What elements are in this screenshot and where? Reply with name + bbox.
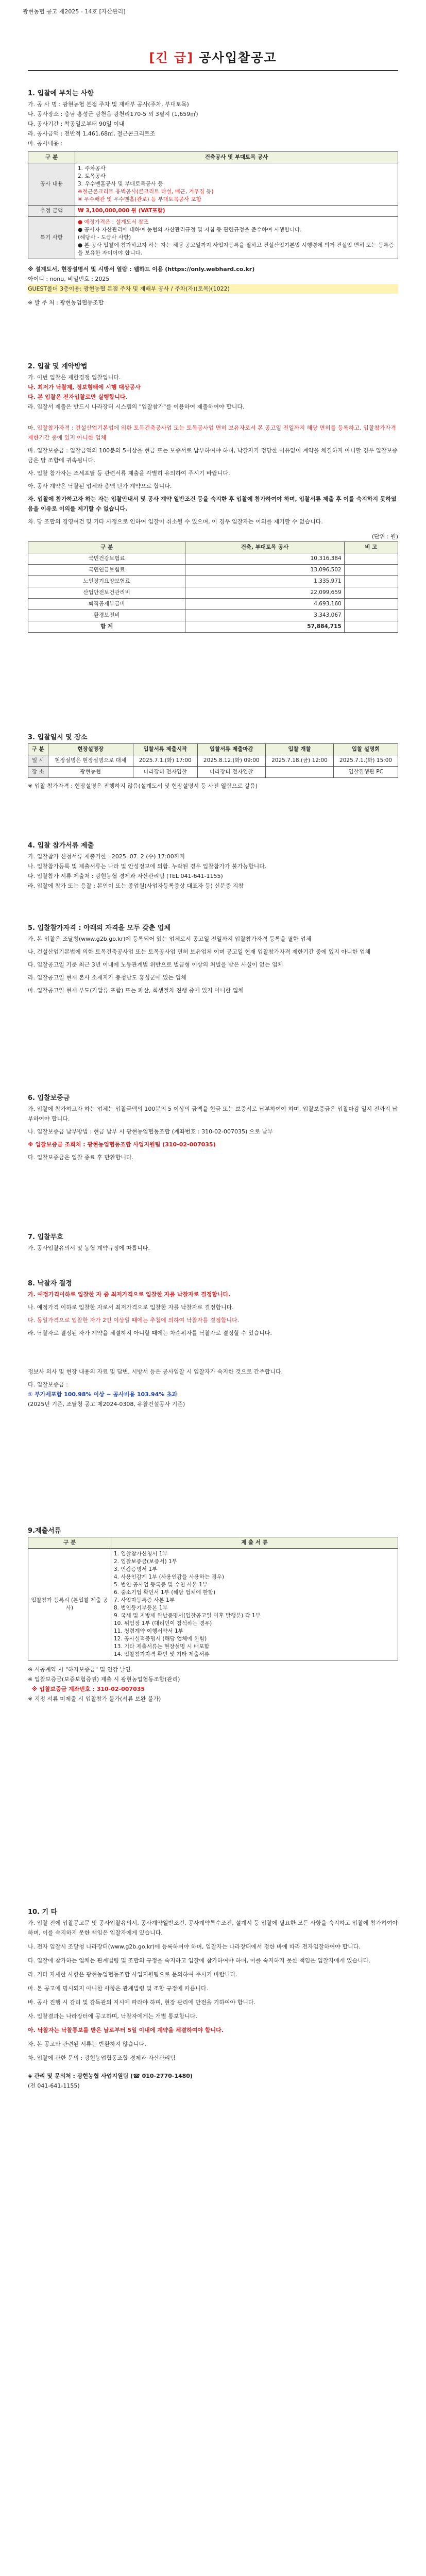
content-item: ● 공사자 자산관리에 대하여 농협의 자산관리규정 및 지침 등 관련규정을 준수하여 시행합니다. bbox=[78, 227, 302, 233]
table-row bbox=[28, 576, 398, 587]
s6-line: 나. 입찰보증금 납부방법 : 현금 납부 시 광현농업협동조합 (계좌번호 : 310-02-007035) 으로 납부 bbox=[28, 1128, 273, 1135]
table-row bbox=[28, 755, 398, 767]
table-cell: 환경보전비 bbox=[28, 610, 185, 621]
table-cell: 3,343,067 bbox=[185, 610, 345, 621]
content-item: ※철근콘크리트 옹벽공사(콘크리트 타설, 배근, 거푸집 등) bbox=[78, 189, 214, 195]
s2-paragraph: 마. 입찰참가자격 : 건설산업기본법에 의한 토목건축공사업 또는 토목공사업 면허 보유자로서 본 공고일 전일까지 해당 면허를 등록하고, 입찰참가자격 제한기간 중에 있지 아니한 업체 bbox=[28, 425, 398, 441]
title-block bbox=[0, 47, 426, 65]
table-cell bbox=[344, 576, 398, 587]
s2-paragraph: 자. 입찰에 참가하고자 하는 자는 입찰안내서 및 공사 계약 일반조건 등을 숙지한 후 입찰에 참가하여야 하며, 입찰서류 제출 후 이를 숙지하지 못하였음을 이유로 이의를 제기할 수 없습니다. bbox=[28, 496, 397, 512]
s9-note: ※ 시공계약 시 "하자보증금" 및 인감 날인. bbox=[28, 1666, 133, 1673]
content-item: 3. 우수맨홀공사 및 부대토목공사 등 bbox=[78, 181, 163, 187]
table-cell: 2025.7.1.(화) 17:00 bbox=[133, 755, 197, 767]
document-item: 4. 사용인감계 1부 (사용인감을 사용하는 경우) bbox=[114, 1574, 225, 1580]
document-item: 5. 법인 공사업 등록증 및 수첩 사본 1부 bbox=[114, 1582, 208, 1588]
table-cell bbox=[344, 565, 398, 576]
table-cell: 현장설명은 현장설명으로 대체 bbox=[48, 755, 133, 767]
table-header: 구 분 bbox=[28, 152, 75, 163]
s9-note: ※ 입찰보증금(보증보험증권) 제출 시 광현농업협동조합(관리) bbox=[28, 1676, 180, 1683]
table-header: 건축공사 및 부대토목 공사 bbox=[75, 152, 398, 163]
row-content bbox=[75, 217, 398, 259]
s1-notice: 아이디 : nonu, 비밀번호 : 2025 bbox=[28, 276, 110, 282]
table-header: 건축, 부대토목 공사 bbox=[185, 542, 345, 553]
section-4-heading: 4. 입찰 참가서류 제출 bbox=[28, 842, 94, 850]
document-item: 14. 입찰참가자격 확인 및 기타 제출서류 bbox=[114, 1651, 210, 1657]
section-8-heading: 8. 낙찰자 결정 bbox=[28, 1280, 72, 1287]
table-header: 입찰 설명회 bbox=[334, 744, 398, 755]
table-row bbox=[28, 565, 398, 576]
table-cell bbox=[344, 621, 398, 633]
s1-notice: GUEST폴더 3층이용: 광현농협 본점 주차 및 재배부 공사 / 주차(자)(토목)(1022) bbox=[28, 284, 398, 294]
section-5-heading: 5. 입찰참가자격 : 아래의 자격을 모두 갖춘 업체 bbox=[28, 924, 171, 932]
s1-notice: ※ 발 주 처 : 광현농업협동조합 bbox=[28, 299, 104, 306]
s10-line: 바. 공사 진행 시 감리 및 감독관의 지시에 따라야 하며, 현장 관리에 만전을 기하여야 합니다. bbox=[28, 1999, 255, 2006]
table-header: 입찰서류 제출마감 bbox=[197, 744, 265, 755]
table-cell: 2025.7.1.(화) 15:00 bbox=[334, 755, 398, 767]
table-header: 구 분 bbox=[28, 542, 185, 553]
table-cell: 광현농협 bbox=[48, 767, 133, 778]
s5-line: 나. 건설산업기본법에 의한 토목건축공사업 또는 토목공사업 면허 보유업체 이며 공고일 현재 입찰참가자격 제한기간 중에 있지 아니한 업체 bbox=[28, 948, 371, 955]
s1-line: 마. 공사내용 : bbox=[28, 140, 63, 147]
documents-label: 입찰참가 등록시 (본입찰 제출 공사) bbox=[28, 1549, 111, 1660]
table-cell: 퇴직공제부금비 bbox=[28, 599, 185, 610]
document-item: 2. 입찰보증금(보증서) 1부 bbox=[114, 1558, 177, 1565]
documents-list bbox=[111, 1549, 398, 1660]
section-3-heading: 3. 입찰일시 및 장소 bbox=[28, 734, 88, 741]
document-item: 6. 중소기업 확인서 1부 (해당 업체에 한함) bbox=[114, 1589, 216, 1596]
s8-paragraph: 정보사 의사 및 현장 내용의 자료 및 답변, 시방서 등은 공사입찰 시 입찰자가 숙지한 것으로 간주합니다. bbox=[28, 1368, 283, 1375]
table-row bbox=[28, 767, 398, 778]
table-cell: 노인장기요양보험료 bbox=[28, 576, 185, 587]
document-item: 13. 기타 제출서류는 현장설명 시 배포함 bbox=[114, 1643, 210, 1650]
s5-line: 가. 본 입찰은 조달청(www.g2b.go.kr)에 등록되어 있는 업체로서 공고일 전일까지 입찰참가자격 등록을 필한 업체 bbox=[28, 936, 312, 942]
table-header: 입찰 개찰 bbox=[265, 744, 333, 755]
table-cell: 국민건강보험료 bbox=[28, 553, 185, 565]
s2-line: 나. 최저가 낙찰제, 정보형태에 시행 대상공사 bbox=[28, 384, 141, 391]
section-5 bbox=[28, 922, 398, 995]
content-item: ● 본 공사 입찰에 참가하고자 하는 자는 해당 공고일까지 사업자등록을 필하고 건설산업기본법 시행령에 의거 건설업 면허 또는 등록증을 보유한 자이어야 합니다. bbox=[78, 242, 394, 256]
s1-line: 가. 공 사 명 : 광현농협 본점 주차 및 재배부 공사(주차, 부대토목) bbox=[28, 101, 189, 108]
document-item: 7. 사업자등록증 사본 1부 bbox=[114, 1597, 175, 1603]
content-item: ● 예정가격은 : 설계도서 참조 bbox=[78, 219, 149, 225]
s1-line: 나. 공사장소 : 충남 홍성군 광천읍 광천리170-5 외 3필지 (1,659㎡) bbox=[28, 111, 198, 117]
s8-sub-line: (2025년 기준, 조달청 공고 제2024-0308, 유찰건설공사 기준) bbox=[28, 1401, 185, 1408]
s10-line: 나. 전자 입찰시 조달청 나라장터(www.g2b.go.kr)에 등록하여야 하며, 입찰자는 나라장터에서 정한 바에 따라 전자입찰하여야 합니다. bbox=[28, 1943, 361, 1950]
table-cell: 일 시 bbox=[28, 755, 48, 767]
urgent-tag: [긴 급] bbox=[149, 50, 194, 65]
s10-line: 아. 낙찰자는 낙찰통보를 받은 날로부터 5일 이내에 계약을 체결하여야 합니다. bbox=[28, 2027, 224, 2033]
s1-line: 라. 공사금액 : 전반적 1,461.68㎡, 철근콘크리트조 bbox=[28, 130, 156, 137]
work-content-table bbox=[28, 151, 398, 259]
row-label: 특기 사항 bbox=[28, 217, 75, 259]
s2-line: 라. 입찰서 제출은 반드시 나라장터 시스템의 "입찰참가"를 이용하여 제출하여야 합니다. bbox=[28, 403, 245, 410]
table-cell: 13,096,502 bbox=[185, 565, 345, 576]
table-cell: 국민연금보험료 bbox=[28, 565, 185, 576]
s2-paragraph: 아. 공사 계약은 낙찰된 업체와 총액 단가 계약으로 합니다. bbox=[28, 483, 172, 489]
s5-line: 다. 입찰공고일 기준 최근 3년 이내에 노동관계법 위반으로 벌금형 이상의 처벌을 받은 사실이 없는 업체 bbox=[28, 961, 283, 968]
s8-sub-line: ① 부가세포함 100.98% 이상 ~ 공사비용 103.94% 초과 bbox=[28, 1391, 178, 1398]
section-1-heading: 1. 입찰에 부치는 사항 bbox=[28, 90, 94, 97]
s8-sub-line: 다. 입찰보증금 : bbox=[28, 1381, 68, 1388]
table-cell: 장 소 bbox=[28, 767, 48, 778]
s4-line: 라. 입찰에 참가 또는 응찰 : 본인이 또는 종업원(사업자등록증상 대표자 등) 신분증 지참 bbox=[28, 883, 244, 889]
document-item: 9. 국세 및 지방세 완납증명서(입찰공고일 이후 발행분) 각 1부 bbox=[114, 1613, 261, 1619]
s10-line: 가. 입찰 전에 입찰공고문 및 공사입찰유의서, 공사계약일반조건, 공사계약특수조건, 설계서 등 입찰에 필요한 모든 사항을 숙지하고 입찰에 참가하여야 하며, 이를 숙지하지 못한 책임은 입찰자에게 있습니다. bbox=[28, 1920, 400, 1936]
document-item: 8. 법인등기부등본 1부 bbox=[114, 1605, 168, 1611]
table-cell bbox=[344, 610, 398, 621]
s5-line: 라. 입찰공고일 현재 본사 소재지가 충청남도 홍성군에 있는 업체 bbox=[28, 974, 186, 981]
s1-line: 다. 공사기간 : 착공일로부터 90일 이내 bbox=[28, 121, 125, 127]
section-2 bbox=[28, 361, 398, 633]
budget-table bbox=[28, 541, 398, 633]
s9-note: ※ 지정 서류 미제출 시 입찰참가 불가(서류 보완 불가) bbox=[28, 1696, 161, 1702]
section-4 bbox=[28, 840, 398, 891]
section-9 bbox=[28, 1525, 398, 1704]
table-cell: 22,099,659 bbox=[185, 587, 345, 599]
document-item: 10. 위임장 1부 (대리인이 참석하는 경우) bbox=[114, 1620, 212, 1626]
table-row bbox=[28, 621, 398, 633]
section-10 bbox=[28, 1906, 398, 2091]
s5-line: 마. 입찰공고일 현재 부도(가압류 포함) 또는 파산, 회생절차 진행 중에 있지 아니한 업체 bbox=[28, 987, 244, 994]
s8-line: 가. 예정가격이하로 입찰한 자 중 최저가격으로 입찰한 자를 낙찰자로 결정합니다. bbox=[28, 1291, 231, 1298]
table-header: 구 분 bbox=[28, 744, 48, 755]
section-6 bbox=[28, 1092, 398, 1162]
notice-reference: 광현농협 공고 제2025 - 14호 [자산관리] bbox=[23, 8, 126, 15]
table-cell bbox=[265, 767, 333, 778]
table-cell: 나라장터 전자입찰 bbox=[133, 767, 197, 778]
section-8 bbox=[28, 1278, 398, 1409]
s8-line: 다. 동일가격으로 입찰한 자가 2인 이상일 때에는 추첨에 의하여 낙찰자를 결정합니다. bbox=[28, 1317, 240, 1324]
document-item: 3. 인감증명서 1부 bbox=[114, 1566, 158, 1572]
section-1 bbox=[28, 88, 398, 308]
table-row bbox=[28, 610, 398, 621]
s10-line: 라. 기타 자세한 사항은 광현농업협동조합 사업지원팀으로 문의하여 주시기 바랍니다. bbox=[28, 1971, 237, 1978]
table-cell bbox=[344, 587, 398, 599]
row-label: 추정 금액 bbox=[28, 206, 75, 217]
s10-line: 사. 입찰결과는 나라장터에 공고하며, 낙찰자에게는 개별 통보합니다. bbox=[28, 2013, 197, 2020]
table-cell bbox=[344, 553, 398, 565]
page-title bbox=[149, 47, 277, 65]
s9-note: ※ 입찰보증금 계좌번호 : 310-02-007035 bbox=[28, 1686, 145, 1692]
s2-line: 다. 본 입찰은 전자입찰로만 실행합니다. bbox=[28, 394, 128, 400]
contact-info: ◈ 관리 및 문의처 : 광현농협 사업지원팀 (☎ 010-2770-1480) bbox=[28, 2073, 193, 2079]
table-cell: 합 계 bbox=[28, 621, 185, 633]
table-cell: 1,335,971 bbox=[185, 576, 345, 587]
s4-line: 가. 입찰참가 신청서류 제출기한 : 2025. 07. 2.(수) 17:00까지 bbox=[28, 853, 185, 860]
s8-line: 나. 예정가격 이하로 입찰한 자로서 최저가격으로 입찰한 자를 낙찰자로 결정합니다. bbox=[28, 1304, 234, 1311]
estimated-amount: ₩ 3,100,000,000 원 (VAT포함) bbox=[75, 206, 398, 217]
table-header: 현장설명장 bbox=[48, 744, 133, 755]
s6-line: 가. 입찰에 참가하고자 하는 업체는 입찰금액의 100분의 5 이상의 금액을 현금 또는 보증서로 납부하여야 하며, 입찰보증금은 입찰마감 일시 전까지 납부하여야 합니다. bbox=[28, 1106, 398, 1122]
s2-paragraph: 바. 입찰보증금 : 입찰금액의 100분의 5이상을 현금 또는 보증서로 납부하여야 하며, 낙찰자가 정당한 이유없이 계약을 체결하지 아니할 경우 입찰보증금은 당 조합에 귀속됩니다. bbox=[28, 447, 398, 464]
table-header: 입찰서류 제출시작 bbox=[133, 744, 197, 755]
budget-unit: (단위 : 원) bbox=[371, 533, 398, 540]
s2-paragraph: 사. 입찰 참가자는 조세포탈 등 관련서류 제출을 각별히 유의하여 주시기 바랍니다. bbox=[28, 470, 230, 477]
table-cell: 산업안전보건관리비 bbox=[28, 587, 185, 599]
title-divider bbox=[28, 70, 398, 71]
table-cell: 4,693,160 bbox=[185, 599, 345, 610]
s4-line: 다. 입찰참가 서류 제출처 : 광현농협 경제과 자산관리팀 (TEL 041-641-1155) bbox=[28, 873, 223, 879]
s6-line: ※ 입찰보증금 조회처 : 광현농업협동조합 사업지원팀 (310-02-007035) bbox=[28, 1141, 216, 1148]
table-cell: 57,884,715 bbox=[185, 621, 345, 633]
content-item: 1. 주차공사 bbox=[78, 165, 106, 172]
s7-line: 가. 공사입찰유의서 및 농협 계약규정에 따릅니다. bbox=[28, 1245, 150, 1251]
table-row bbox=[28, 599, 398, 610]
document-item: 12. 공사실적증명서 (해당 업체에 한함) bbox=[114, 1636, 207, 1642]
document-item: 1. 입찰참가신청서 1부 bbox=[114, 1551, 168, 1557]
table-cell: 입찰집행관 PC bbox=[334, 767, 398, 778]
s10-line: 차. 입찰에 관한 문의 : 광현농업협동조합 경제과 자산관리팀 bbox=[28, 2055, 176, 2061]
section-2-heading: 2. 입찰 및 계약방법 bbox=[28, 363, 88, 370]
contact-info-phone: (전 041-641-1155) bbox=[28, 2082, 80, 2089]
table-cell: 2025.8.12.(화) 09:00 bbox=[197, 755, 265, 767]
s2-paragraph: 차. 당 조합의 경영여건 및 기타 사정으로 인하여 입찰이 취소될 수 있으며, 이 경우 입찰자는 이의를 제기할 수 없습니다. bbox=[28, 518, 323, 525]
table-cell: 나라장터 전자입찰 bbox=[197, 767, 265, 778]
row-content bbox=[75, 163, 398, 206]
s10-line: 다. 입찰에 참가하는 업체는 관계법령 및 조합의 규정을 숙지하고 입찰에 참가하여야 하며, 이를 숙지하지 못한 책임은 입찰자에게 있습니다. bbox=[28, 1957, 370, 1964]
section-7-heading: 7. 입찰무효 bbox=[28, 1233, 63, 1241]
section-9-heading: 9.제출서류 bbox=[28, 1527, 61, 1535]
content-item: 2. 토목공사 bbox=[78, 173, 106, 179]
s8-line: 라. 낙찰자로 결정된 자가 계약을 체결하지 아니할 때에는 차순위자를 낙찰자로 결정할 수 있습니다. bbox=[28, 1330, 272, 1336]
table-row bbox=[28, 587, 398, 599]
table-header: 구 분 bbox=[28, 1537, 111, 1549]
content-item: (해당사 - 도급사 사항) bbox=[78, 234, 131, 241]
documents-table bbox=[28, 1537, 398, 1660]
title-text: 공사입찰공고 bbox=[199, 50, 277, 65]
section-7 bbox=[28, 1231, 398, 1253]
table-row bbox=[28, 553, 398, 565]
s2-line: 가. 이번 입찰은 제한경쟁 입찰입니다. bbox=[28, 374, 121, 381]
table-cell: 2025.7.18.(금) 12:00 bbox=[265, 755, 333, 767]
section-10-heading: 10. 기 타 bbox=[28, 1908, 58, 1916]
table-header: 제 출 서 류 bbox=[111, 1537, 398, 1549]
section-6-heading: 6. 입찰보증금 bbox=[28, 1094, 70, 1102]
table-header: 비 고 bbox=[344, 542, 398, 553]
s10-line: 자. 본 공고와 관련된 서류는 반환하지 않습니다. bbox=[28, 2041, 146, 2047]
table-cell bbox=[344, 599, 398, 610]
s4-line: 나. 입찰참가등록 및 제출서류는 나라 및 안성정보에 의함. 누락된 경우 입찰참가가 불가능합니다. bbox=[28, 863, 267, 870]
row-label: 공사 내용 bbox=[28, 163, 75, 206]
s3-note: ※ 입찰 참가자격 : 현장설명은 진행하지 않음(설계도서 및 현장설명서 등 사전 열람으로 갈음) bbox=[28, 783, 258, 789]
s6-line: 다. 입찰보증금은 입찰 종료 후 반환합니다. bbox=[28, 1154, 134, 1161]
content-item: ※ 우수배관 및 우수맨홀(관로) 등 부대토목공사 포함 bbox=[78, 196, 201, 202]
table-cell: 10,316,384 bbox=[185, 553, 345, 565]
s1-notice: ※ 설계도서, 현장설명서 및 시방서 열람 : 웹하드 이용 (https://only.webhard.co.kr) bbox=[28, 266, 255, 273]
document-item: 11. 청렴계약 이행서약서 1부 bbox=[114, 1628, 183, 1634]
schedule-table bbox=[28, 743, 398, 778]
section-3 bbox=[28, 732, 398, 791]
s10-line: 마. 본 공고에 명시되지 아니한 사항은 관계법령 및 조합 규정에 따릅니다. bbox=[28, 1985, 209, 1992]
